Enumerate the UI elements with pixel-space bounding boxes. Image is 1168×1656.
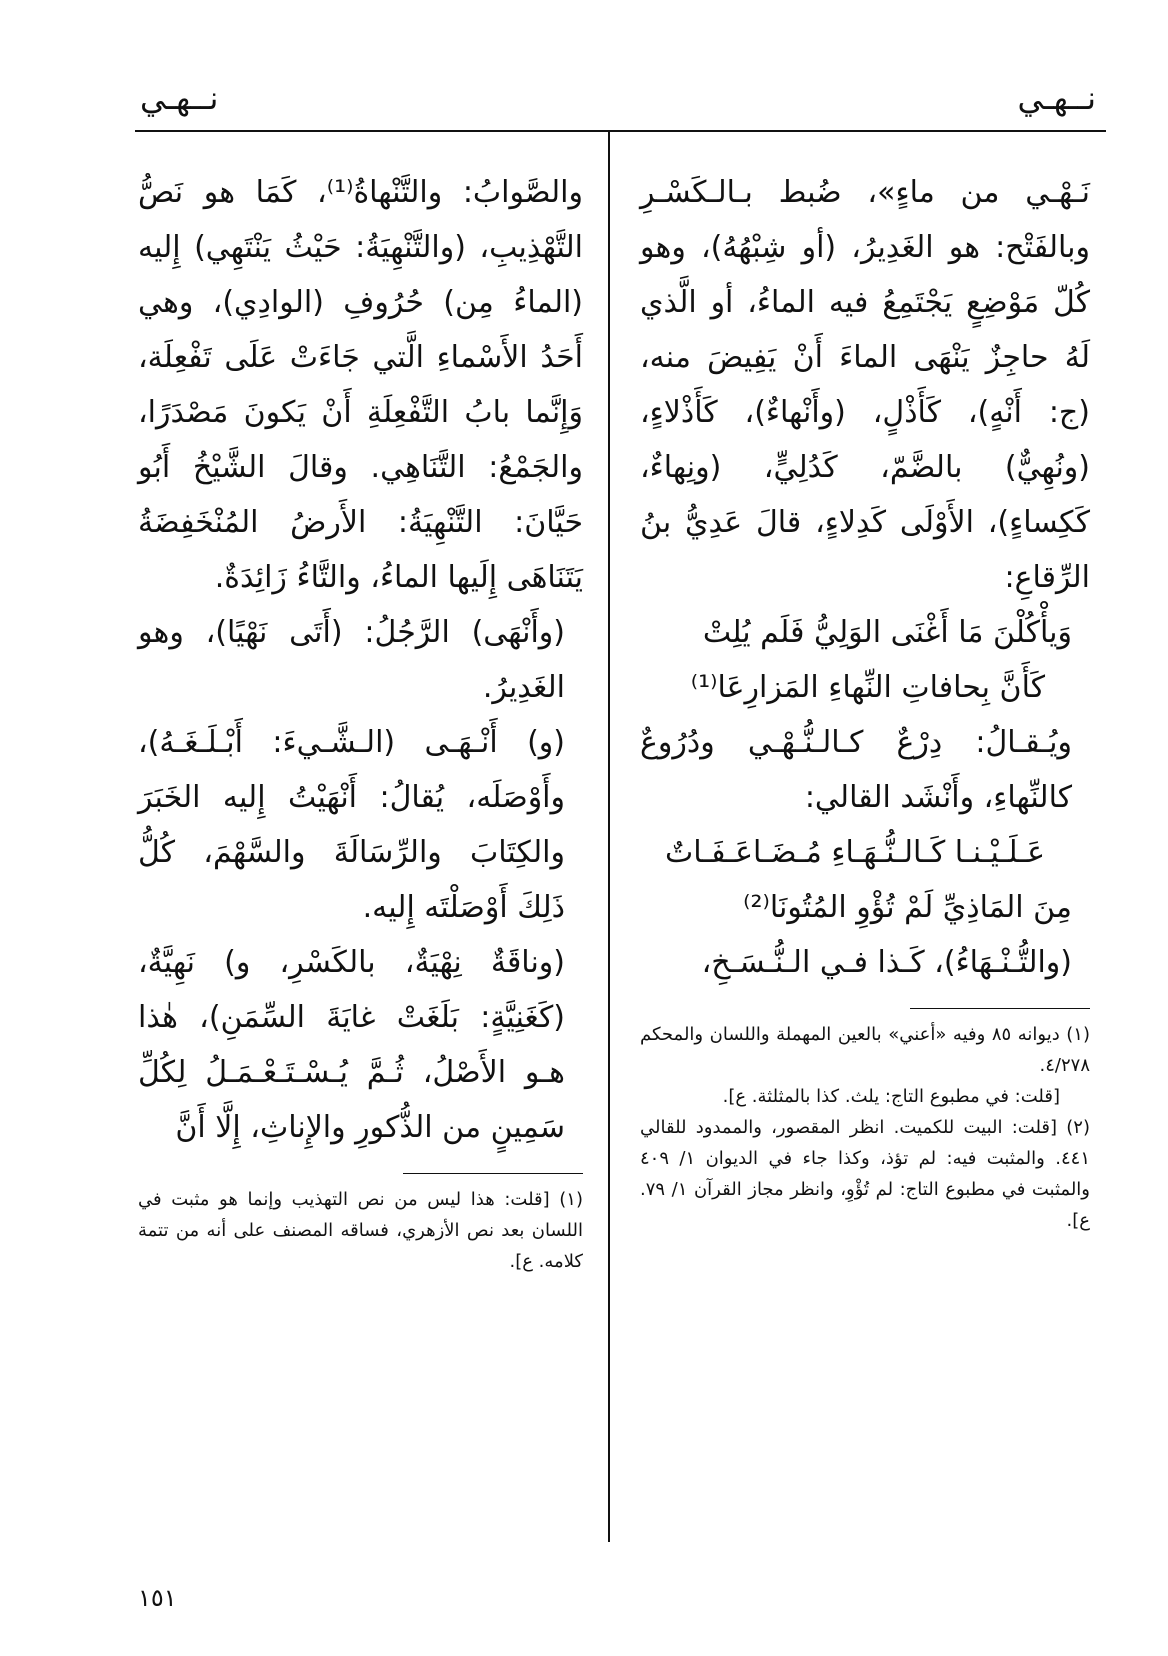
footnote-right-2: (٢) [قلت: البيت للكميت. انظر المقصور، والممدود للقالي ٤٤١. والمثبت فيه: لم تؤذ، وكذا جاء في الديوان ١/ ٤٠٩ والمثبت في مطبوع التاج: لم تُؤْوِ، وانظر مجاز القرآن ١/ ٧٩. ع].: [640, 1117, 1090, 1231]
left-paragraph-2: (وأَنْهَى) الرَّجُلُ: (أَتَى نَهْيًا)، وهو الغَدِيرُ.: [138, 615, 565, 705]
running-header-left: نــهـي: [140, 79, 219, 117]
left-paragraph-3: (و) أَنْـهَـى (الـشَّـيءَ: أَبْـلَـغَـهُ)، وأَوْصَلَه، يُقالُ: أَنْهَيْتُ إِليه الخَبَرَ والكِتَابَ والرِّسَالَةَ والسَّهْمَ، كُلُّ ذَلِكَ أَوْصَلْتَه إِليه.: [138, 725, 565, 925]
right-paragraph-2: ويُـقـالُ: دِرْعٌ كـالـنُّـهْـي ودُرُوعٌ كالنِّهاءِ، وأَنْشَد القالي:: [640, 725, 1072, 815]
footnote-right-1-note: [قلت: في مطبوع التاج: يلث. كذا بالمثلثة. ع].: [722, 1086, 1060, 1107]
page-number: ١٥١: [138, 1584, 177, 1612]
footnote-left-1: (١) [قلت: هذا ليس من نص التهذيب وإنما هو مثبت في اللسان بعد نص الأزهري، فساقه المصنف على أنه من تتمة كلامه. ع].: [138, 1189, 583, 1272]
verse-2-second-hemistich: مِنَ المَاذِيِّ لَمْ تُؤْوِ المُتُونَا⁽²⁾: [743, 890, 1072, 925]
footnote-rule-left: [403, 1173, 583, 1174]
verse-1-first-hemistich: وَيأْكُلْنَ مَا أَغْنَى الوَلِيُّ فَلَم يُلِتْ: [702, 615, 1072, 650]
left-paragraph-4: (وناقَةٌ نِهْيَةٌ، بالكَسْرِ، و) نَهِيَّةٌ، (كَغَنِيَّةٍ: بَلَغَتْ غايَةَ السِّمَنِ)، هٰذا هـو الأَصْلُ، ثُـمَّ يُـسْـتَـعْـمَـلُ لِكُلِّ سَمِينٍ من الذُّكورِ والإِناثِ، إِلَّا أَنَّ: [138, 945, 565, 1145]
header-rule: [135, 130, 1106, 132]
right-column: [640, 165, 1090, 1236]
verse-1-second-hemistich: كَأَنَّ بِحافاتِ النِّهاءِ المَزارِعَا⁽¹⁾: [690, 670, 1045, 705]
left-paragraph-1: والصَّوابُ: والتَّنْهاةُ⁽¹⁾، كَمَا هو نَصُّ التَّهْذِيبِ، (والتَّنْهِيَةُ: حَيْثُ يَنْتَهِي) إِليه (الماءُ مِن) حُرُوفِ (الوادِي)، وهي أَحَدُ الأَسْماءِ الَّتي جَاءَتْ عَلَى تَفْعِلَة، وَإِنَّما بابُ التَّفْعِلَةِ أَنْ يَكونَ مَصْدَرًا، والجَمْعُ: التَّنَاهِي. وقالَ الشَّيْخُ أَبُو حَيَّانَ: التَّنْهِيَةُ: الأَرضُ المُنْخَفِضَةُ يَتَنَاهَى إِلَيها الماءُ، والتَّاءُ زَائِدَةٌ.: [138, 175, 583, 595]
right-paragraph-1: نَـهْـي من ماءٍ»، ضُبط بـالـكَسْـرِ وبالفَتْح: هو الغَدِيرُ، (أو شِبْهُهُ)، وهو كُلّ مَوْضِعٍ يَجْتَمِعُ فيه الماءُ، أو الَّذي لَهُ حاجِزٌ يَنْهَى الماءَ أَنْ يَفِيضَ منه، (ج: أَنْهٍ)، كَأَذْلٍ، (وأَنْهاءٌ)، كَأَذْلاءٍ، (ونُهِيٌّ) بالضَّمّ، كَدُلِيٍّ، (ونِهاءٌ، كَكِساءٍ)، الأَوْلَى كَدِلاءٍ، قالَ عَدِيُّ بنُ الرِّقاعِ:: [640, 175, 1090, 595]
right-paragraph-3: (والتُّـنْـهَاءُ)، كَـذا فـي الـنُّـسَـخِ،: [701, 945, 1072, 980]
footnote-rule-right: [910, 1008, 1090, 1009]
left-column: [138, 165, 583, 1277]
footnote-right-1: (١) ديوانه ٨٥ وفيه «أعني» بالعين المهملة واللسان والمحكم ٤/٢٧٨.: [640, 1024, 1090, 1076]
column-divider: [608, 132, 610, 1542]
running-header-right: نــهـي: [1017, 79, 1096, 117]
verse-2-first-hemistich: عَـلَـيْـنـا كَـالـنُّـهَـاءِ مُـضَـاعَـفَـاتٌ: [665, 835, 1045, 870]
